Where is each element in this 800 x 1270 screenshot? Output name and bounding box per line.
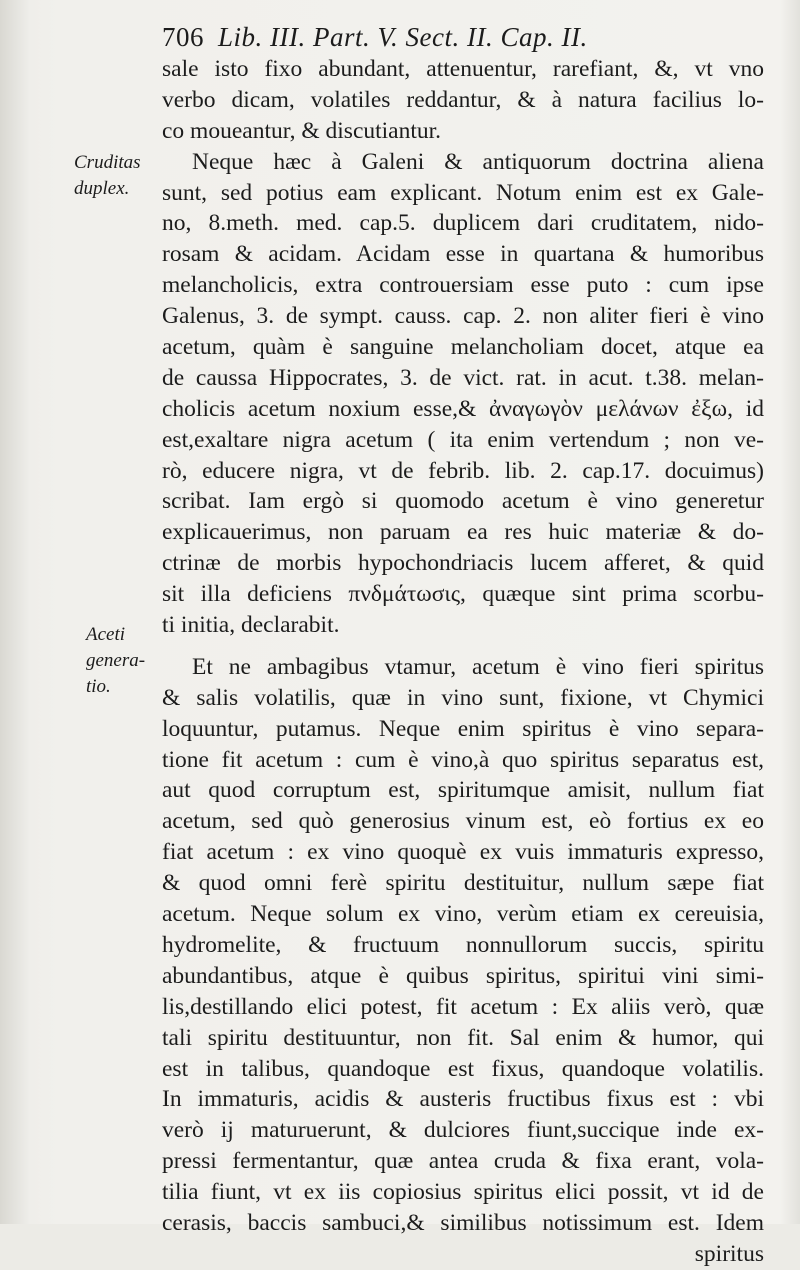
text-line: sit illa deficiens πνδμάτωσις, quæque sint prima scorbu-	[162, 581, 764, 608]
text-line: abundantibus, atque è quibus spiritus, spiritui vini simi-	[162, 962, 764, 989]
running-header	[162, 22, 588, 53]
running-title: Lib. III. Part. V. Sect. II. Cap. II.	[218, 22, 588, 52]
text-line: tione fit acetum : cum è vino,à quo spiritus separatus est,	[162, 746, 764, 773]
main-text	[162, 54, 764, 1270]
text-line: explicauerimus, non paruam ea res huic materiæ & do-	[162, 519, 764, 546]
text-line: In immaturis, acidis & austeris fructibus fixus est : vbi	[162, 1086, 764, 1113]
margin-note-aceti: Aceti genera- tio.	[86, 624, 146, 697]
text-line: fiat acetum : ex vino quoquè ex vuis immaturis expresso,	[162, 839, 764, 866]
text-line: sunt, sed potius eam explicant. Notum enim est ex Gale-	[162, 179, 764, 206]
text-line: lis,destillando elici potest, fit acetum : Ex aliis verò, quæ	[162, 993, 764, 1020]
text-line: pressi fermentantur, quæ antea cruda & fixa erant, vola-	[162, 1148, 764, 1175]
text-line: Et ne ambagibus vtamur, acetum è vino fieri spiritus	[192, 653, 764, 680]
text-line: acetum. Neque solum ex vino, verùm etiam ex cereuisia,	[162, 901, 764, 928]
text-line: ctrinæ de morbis hypochondriacis lucem afferet, & quid	[162, 550, 764, 577]
text-line: rò, educere nigra, vt de febrib. lib. 2. cap.17. docuimus)	[162, 457, 764, 484]
text-line: verbo dicam, volatiles reddantur, & à natura facilius lo-	[162, 86, 764, 113]
text-line: melancholicis, extra controuersiam esse puto : cum ipse	[162, 272, 764, 299]
text-line: sale isto fixo abundant, attenuentur, rarefiant, &, vt vno	[162, 56, 764, 82]
text-line: tilia fiunt, vt ex iis copiosius spiritus elici possit, vt id de	[162, 1179, 764, 1206]
text-line: est in talibus, quandoque est fixus, quandoque volatilis.	[162, 1055, 764, 1082]
text-line: Galenus, 3. de sympt. causs. cap. 2. non aliter fieri è vino	[162, 303, 764, 330]
text-line: acetum, quàm è sanguine melancholiam docet, atque ea	[162, 334, 764, 361]
text-line: co moueantur, & discutiantur.	[162, 117, 442, 144]
text-line: de caussa Hippocrates, 3. de vict. rat. in acut. t.38. melan-	[162, 364, 764, 391]
text-line: loquuntur, putamus. Neque enim spiritus è vino separa-	[162, 715, 764, 742]
text-line: no, 8.meth. med. cap.5. duplicem dari cruditatem, nido-	[162, 210, 764, 237]
text-line: aut quod corruptum est, spiritumque amisit, nullum fiat	[162, 777, 764, 804]
text-line: hydromelite, & fructuum nonnullorum succis, spiritu	[162, 931, 764, 958]
text-line: tali spiritu destituuntur, non fit. Sal enim & humor, qui	[162, 1024, 764, 1051]
text-line: verò ij maturuerunt, & dulciores fiunt,succique inde ex-	[162, 1117, 764, 1144]
text-line: Neque hæc à Galeni & antiquorum doctrina aliena	[192, 148, 764, 175]
text-line: est,exaltare nigra acetum ( ita enim vertendum ; non ve-	[162, 426, 764, 453]
text-line: & salis volatilis, quæ in vino sunt, fixione, vt Chymici	[162, 684, 764, 711]
text-line: cerasis, baccis sambuci,& similibus notissimum est. Idem	[162, 1209, 764, 1236]
page-number: 706	[162, 22, 204, 52]
catchword: spiritus	[694, 1240, 764, 1267]
text-line: ti initia, declarabit.	[162, 612, 340, 639]
text-line: acetum, sed quò generosius vinum est, eò fortius ex eo	[162, 808, 764, 835]
margin-note-cruditas: Cruditas duplex.	[74, 152, 141, 199]
text-line: rosam & acidam. Acidam esse in quartana & humoribus	[162, 241, 764, 268]
text-line: & quod omni ferè spiritu destituitur, nullum sæpe fiat	[162, 870, 764, 897]
text-line: scribat. Iam ergò si quomodo acetum è vino generetur	[162, 488, 764, 515]
text-line: cholicis acetum noxium esse,& ἀναγωγὸν μελάνων ἐξω, id	[162, 395, 764, 422]
